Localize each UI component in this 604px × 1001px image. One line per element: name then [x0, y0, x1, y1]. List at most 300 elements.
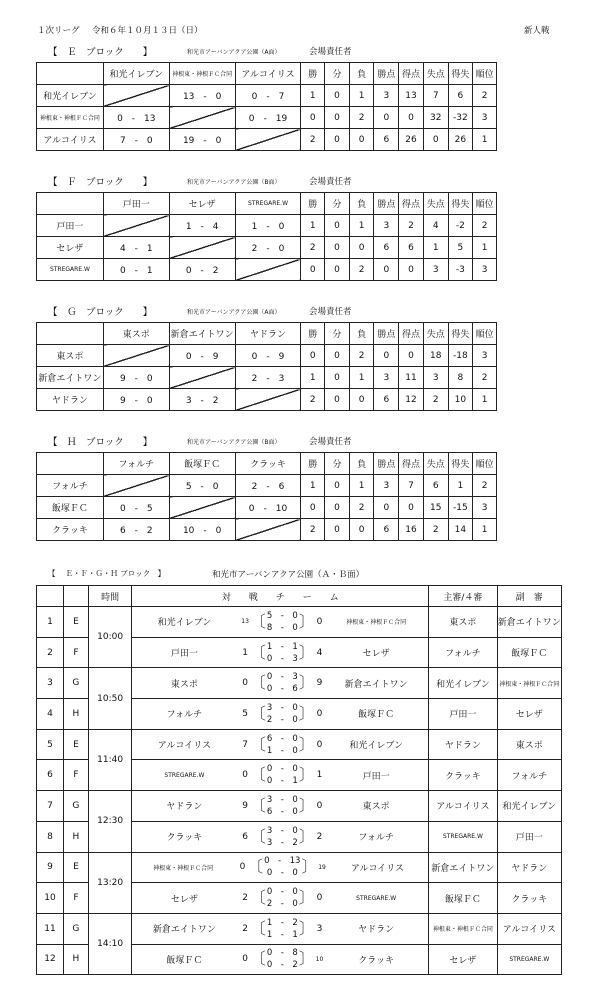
team-name: ヤドラン: [37, 389, 104, 411]
match-block: H: [63, 944, 88, 975]
result-cell: 2 - 3: [235, 367, 301, 389]
referee: 新倉エイトワン: [429, 852, 497, 883]
self-match-cell: [103, 345, 169, 367]
home-team: アルコイリス: [157, 741, 211, 752]
stat-cell: 2: [349, 259, 374, 281]
stat-cell: 1: [349, 367, 374, 389]
stat-cell: 10: [448, 389, 473, 411]
match-time: 10:00: [88, 607, 132, 668]
half-scores: [266, 947, 299, 971]
match-number: 9: [37, 852, 64, 883]
opponent-header: 戸田一: [103, 193, 169, 215]
time-header: 時間: [88, 586, 132, 607]
stat-header: 順位: [473, 63, 497, 85]
home-team: 戸田一: [170, 649, 198, 660]
opponent-header: フォルチ: [103, 453, 169, 475]
stat-cell: 0: [399, 259, 424, 281]
second-half-score: 2 - 0: [266, 899, 298, 910]
stat-header: 順位: [473, 453, 497, 475]
away-score: 1: [316, 770, 323, 781]
team-name: アルコイリス: [37, 129, 104, 151]
stat-header: 負: [349, 63, 374, 85]
stat-cell: 1: [301, 215, 325, 237]
self-match-cell: [235, 129, 301, 151]
stat-cell: 1: [448, 475, 473, 497]
match-block: F: [63, 883, 88, 914]
stat-cell: 2: [473, 367, 497, 389]
bracket-left: 〔: [249, 642, 266, 662]
away-team: クラッキ: [358, 955, 395, 966]
bracket-right: 〕: [298, 795, 315, 815]
second-half-score: 0 - 0: [266, 868, 298, 879]
stat-cell: 0: [301, 107, 325, 129]
match-cell: [132, 637, 429, 668]
home-score: 2: [242, 923, 248, 934]
stat-cell: -3: [448, 259, 473, 281]
stat-cell: 0: [301, 345, 325, 367]
stat-header: 得失: [448, 63, 473, 85]
home-team: フォルチ: [166, 710, 203, 721]
away-score: 19: [318, 863, 326, 871]
bracket-right: 〕: [298, 642, 315, 662]
assistant-referee: 神根東・神根ＦＣ合同: [497, 668, 561, 699]
stat-header: 得点: [399, 193, 424, 215]
stat-header: 勝: [301, 323, 325, 345]
assistant-referee: フォルチ: [497, 760, 561, 791]
half-scores: [266, 917, 299, 941]
second-half-score: 0 - 6: [266, 684, 298, 695]
result-cell: 0 - 1: [103, 259, 169, 281]
stat-header: 分: [325, 453, 350, 475]
stat-header: 分: [325, 193, 350, 215]
stat-cell: 0: [349, 129, 374, 151]
stat-header: 勝: [301, 193, 325, 215]
self-match-cell: [103, 215, 169, 237]
stat-cell: 6: [423, 475, 448, 497]
block-venue: 和光市アーバンアクア公園（B面）: [187, 179, 281, 186]
match-row: [37, 913, 562, 944]
away-score: 9: [316, 678, 323, 689]
stat-cell: 2: [301, 237, 325, 259]
self-match-cell: [169, 367, 235, 389]
stat-cell: 0: [325, 85, 350, 107]
assistant-referee: STREGARE.W: [497, 944, 561, 975]
home-score: 9: [242, 800, 248, 811]
away-team: 和光イレブン: [349, 741, 403, 752]
half-scores: [266, 794, 299, 818]
stat-cell: 0: [301, 259, 325, 281]
stat-cell: 3: [423, 259, 448, 281]
match-block: E: [63, 729, 88, 760]
match-cell: [132, 883, 429, 914]
stat-header: 得失: [448, 323, 473, 345]
opponent-header: 飯塚ＦＣ: [169, 453, 235, 475]
bracket-left: 〔: [249, 826, 266, 846]
bracket-right: 〕: [298, 611, 315, 631]
home-team: クラッキ: [166, 833, 203, 844]
stat-cell: 1: [301, 367, 325, 389]
stat-cell: 2: [423, 519, 448, 541]
stat-cell: 0: [349, 237, 374, 259]
opponent-header: セレザ: [169, 193, 235, 215]
stat-header: 得失: [448, 193, 473, 215]
first-half-score: 1 - 2: [266, 917, 298, 928]
result-cell: 19 - 0: [169, 129, 235, 151]
stat-cell: 2: [473, 215, 497, 237]
bracket-right: 〕: [298, 888, 315, 908]
result-cell: 6 - 2: [103, 519, 169, 541]
first-half-score: 0 - 0: [266, 764, 298, 775]
stat-cell: 0: [325, 129, 350, 151]
stat-cell: 0: [325, 389, 350, 411]
match-number: 3: [37, 668, 64, 699]
result-cell: 4 - 1: [103, 237, 169, 259]
first-half-score: 3 - 0: [266, 794, 298, 805]
first-half-score: 0 - 8: [266, 948, 298, 959]
stat-cell: 3: [473, 259, 497, 281]
referee: フォルチ: [429, 637, 497, 668]
first-half-score: 6 - 0: [266, 733, 298, 744]
result-cell: 1 - 4: [169, 215, 235, 237]
stat-cell: 2: [399, 215, 424, 237]
corner-cell: [37, 63, 104, 85]
corner-cell: [37, 323, 104, 345]
team-name: 神根東・神根ＦＣ合同: [37, 107, 104, 129]
block-standings-table: [36, 62, 497, 151]
stat-cell: 0: [399, 345, 424, 367]
away-score: 3: [316, 923, 323, 934]
match-row: [37, 791, 562, 822]
match-time: 13:20: [88, 852, 132, 913]
stat-cell: 4: [423, 215, 448, 237]
home-score: 0: [239, 862, 246, 873]
bracket-left: 〔: [249, 703, 266, 723]
no-header: [37, 586, 64, 607]
result-cell: 0 - 9: [169, 345, 235, 367]
result-cell: 0 - 5: [103, 497, 169, 519]
stat-cell: 5: [448, 237, 473, 259]
stat-cell: 0: [399, 107, 424, 129]
stat-cell: -18: [448, 345, 473, 367]
stat-cell: 3: [374, 475, 399, 497]
match-block: E: [63, 852, 88, 883]
assistant-referee: ヤドラン: [497, 852, 561, 883]
stat-header: 失点: [423, 453, 448, 475]
referee: 戸田一: [429, 699, 497, 730]
block-responsible: 会場責任者: [309, 307, 352, 317]
stat-cell: 7: [423, 85, 448, 107]
home-team: STREGARE.W: [164, 771, 205, 779]
result-cell: 2 - 0: [235, 237, 301, 259]
stat-cell: 0: [325, 519, 350, 541]
match-cell: [132, 729, 429, 760]
block-header: [63, 586, 88, 607]
result-cell: 0 - 2: [169, 259, 235, 281]
team-name: 東スポ: [37, 345, 104, 367]
stat-cell: 18: [423, 345, 448, 367]
match-number: 7: [37, 791, 64, 822]
bracket-right: 〕: [298, 826, 315, 846]
stat-header: 負: [349, 453, 374, 475]
block-responsible: 会場責任者: [309, 177, 352, 187]
result-cell: 1 - 0: [235, 215, 301, 237]
stat-cell: 6: [374, 519, 399, 541]
stat-header: 順位: [473, 193, 497, 215]
match-cell: [132, 760, 429, 791]
away-score: 2: [316, 831, 323, 842]
block-title: 【 Ｅ ブロック 】: [48, 47, 153, 58]
stat-cell: -2: [448, 215, 473, 237]
stat-header: 順位: [473, 323, 497, 345]
team-name: フォルチ: [37, 475, 104, 497]
stat-header: 得点: [399, 453, 424, 475]
stat-cell: 14: [448, 519, 473, 541]
stat-cell: -32: [448, 107, 473, 129]
match-cell: [132, 821, 429, 852]
result-cell: 9 - 0: [103, 389, 169, 411]
stat-header: 得失: [448, 453, 473, 475]
stat-cell: 0: [325, 107, 350, 129]
stat-cell: 1: [473, 389, 497, 411]
opponent-header: クラッキ: [235, 453, 301, 475]
result-cell: 0 - 19: [235, 107, 301, 129]
away-score: 10: [315, 955, 324, 963]
second-half-score: 3 - 2: [266, 837, 298, 848]
stat-cell: 2: [349, 345, 374, 367]
away-score: 0: [316, 616, 323, 627]
match-time: 12:30: [88, 791, 132, 852]
block-standings-table: [36, 192, 497, 281]
stat-cell: 15: [423, 497, 448, 519]
schedule-title: 【 Ｅ・Ｆ・Ｇ・Ｈ ブロック 】: [48, 569, 166, 578]
stat-header: 勝: [301, 453, 325, 475]
away-team: 東スポ: [362, 802, 390, 813]
stat-cell: 0: [374, 345, 399, 367]
away-score: 0: [316, 739, 323, 750]
assistant-referee: クラッキ: [497, 883, 561, 914]
stat-cell: 3: [423, 367, 448, 389]
opponent-header: 新倉エイトワン: [169, 323, 235, 345]
schedule-table: [36, 585, 562, 975]
referee: 飯塚ＦＣ: [429, 883, 497, 914]
match-cell: [132, 607, 429, 638]
away-team: 戸田一: [362, 771, 390, 782]
block-title: 【 Ｇ ブロック 】: [48, 307, 153, 318]
half-scores: [266, 733, 299, 757]
referee: 神根東・神根ＦＣ合同: [429, 913, 497, 944]
half-scores: [266, 763, 299, 787]
opponent-header: STREGARE.W: [235, 193, 301, 215]
match-block: G: [63, 913, 88, 944]
stat-header: 分: [325, 63, 350, 85]
team-name: セレザ: [37, 237, 104, 259]
bracket-right: 〕: [298, 918, 315, 938]
assistant-referee: 新倉エイトワン: [497, 607, 561, 638]
match-number: 4: [37, 699, 64, 730]
stat-cell: 8: [448, 367, 473, 389]
half-scores: [266, 671, 299, 695]
bracket-right: 〕: [298, 734, 315, 754]
match-block: H: [63, 821, 88, 852]
stat-cell: 3: [374, 85, 399, 107]
match-time: 14:10: [88, 913, 132, 974]
bracket-left: 〔: [249, 949, 266, 969]
away-team: セレザ: [362, 649, 390, 660]
match-number: 8: [37, 821, 64, 852]
referee: セレザ: [429, 944, 497, 975]
stat-cell: 6: [448, 85, 473, 107]
result-cell: 7 - 0: [103, 129, 169, 151]
match-block: H: [63, 699, 88, 730]
assistant-referee: 戸田一: [497, 821, 561, 852]
block-venue: 和光市アーバンアクア公園（A面）: [187, 309, 281, 316]
self-match-cell: [235, 519, 301, 541]
stat-cell: 0: [301, 497, 325, 519]
away-team: STREGARE.W: [356, 894, 397, 902]
corner-cell: [37, 453, 104, 475]
block-venue: 和光市アーバンアクア公園（A面）: [187, 49, 281, 56]
stat-header: 分: [325, 323, 350, 345]
team-name: 新倉エイトワン: [37, 367, 104, 389]
home-score: 6: [242, 831, 248, 842]
stat-cell: 1: [349, 475, 374, 497]
stat-header: 勝点: [374, 453, 399, 475]
block-title: 【 Ｈ ブロック 】: [48, 437, 153, 448]
bracket-right: 〕: [298, 765, 315, 785]
bracket-left: 〔: [249, 888, 266, 908]
stat-header: 失点: [423, 323, 448, 345]
team-name: 戸田一: [37, 215, 104, 237]
opponent-header: 東スポ: [103, 323, 169, 345]
match-cell: [132, 668, 429, 699]
match-time: 11:40: [88, 729, 132, 790]
second-half-score: 0 - 1: [266, 776, 298, 787]
block-title: 【 Ｆ ブロック 】: [48, 177, 153, 188]
stat-cell: 0: [374, 107, 399, 129]
stat-cell: 1: [473, 237, 497, 259]
result-cell: 0 - 13: [103, 107, 169, 129]
away-score: 0: [316, 800, 323, 811]
opponent-header: ヤドラン: [235, 323, 301, 345]
assistant-header: 副 審: [497, 586, 561, 607]
first-half-score: 0 - 0: [266, 887, 298, 898]
match-block: F: [63, 637, 88, 668]
match-cell: [132, 852, 429, 883]
stat-header: 負: [349, 323, 374, 345]
away-team: 新倉エイトワン: [344, 679, 408, 690]
stat-cell: 12: [399, 389, 424, 411]
stat-cell: 0: [325, 237, 350, 259]
first-half-score: 0 - 3: [266, 672, 298, 683]
bracket-left: 〔: [249, 734, 266, 754]
match-number: 12: [37, 944, 64, 975]
stat-cell: 2: [349, 107, 374, 129]
match-block: E: [63, 607, 88, 638]
home-score: 1: [242, 647, 248, 658]
bracket-left: 〔: [249, 765, 266, 785]
result-cell: 3 - 2: [169, 389, 235, 411]
stat-cell: 32: [423, 107, 448, 129]
stat-cell: 1: [349, 215, 374, 237]
result-cell: 2 - 6: [235, 475, 301, 497]
opponent-header: 和光イレブン: [103, 63, 169, 85]
bracket-left: 〔: [249, 611, 266, 631]
self-match-cell: [235, 389, 301, 411]
self-match-cell: [235, 259, 301, 281]
stat-cell: 0: [349, 519, 374, 541]
stat-cell: 7: [399, 475, 424, 497]
second-half-score: 8 - 0: [266, 622, 298, 633]
team-name: クラッキ: [37, 519, 104, 541]
self-match-cell: [169, 107, 235, 129]
half-scores: [263, 855, 301, 879]
match-cell: [132, 699, 429, 730]
bracket-left: 〔: [249, 795, 266, 815]
match-number: 1: [37, 607, 64, 638]
stat-cell: 2: [473, 85, 497, 107]
stat-cell: 3: [374, 367, 399, 389]
home-team: 新倉エイトワン: [152, 925, 216, 936]
result-cell: 5 - 0: [169, 475, 235, 497]
first-half-score: 3 - 0: [266, 825, 298, 836]
stat-cell: 26: [448, 129, 473, 151]
second-half-score: 0 - 2: [266, 960, 298, 971]
category-label: 新人戦: [524, 26, 550, 36]
home-team: セレザ: [170, 894, 198, 905]
stat-cell: 3: [473, 345, 497, 367]
block-responsible: 会場責任者: [309, 437, 352, 447]
stat-cell: 0: [399, 497, 424, 519]
opponent-header: アルコイリス: [235, 63, 301, 85]
stat-cell: 3: [374, 215, 399, 237]
referee-header: 主審/４審: [429, 586, 497, 607]
stat-cell: 1: [473, 129, 497, 151]
stat-header: 失点: [423, 193, 448, 215]
away-team: フォルチ: [358, 833, 394, 844]
stat-cell: 6: [374, 389, 399, 411]
stat-header: 得点: [399, 63, 424, 85]
match-row: [37, 852, 562, 883]
stat-cell: 1: [473, 519, 497, 541]
match-header: 対 戦 チ ー ム: [132, 586, 429, 607]
self-match-cell: [169, 497, 235, 519]
first-half-score: 0 - 13: [264, 856, 301, 867]
home-team: 神根東・神根ＦＣ合同: [153, 864, 214, 872]
half-scores: [266, 886, 299, 910]
match-cell: [132, 944, 429, 975]
match-cell: [132, 791, 429, 822]
stat-cell: 2: [301, 389, 325, 411]
match-row: [37, 729, 562, 760]
schedule-venue: 和光市アーバンアクア公園（Ａ・Ｂ面）: [212, 570, 365, 580]
home-score: 0: [242, 954, 248, 965]
bracket-left: 〔: [247, 857, 264, 877]
team-name: 和光イレブン: [37, 85, 104, 107]
self-match-cell: [169, 237, 235, 259]
second-half-score: 1 - 1: [266, 929, 298, 940]
result-cell: 0 - 9: [235, 345, 301, 367]
stat-cell: 6: [374, 237, 399, 259]
corner-cell: [37, 193, 104, 215]
stat-cell: 16: [399, 519, 424, 541]
block-standings-table: [36, 322, 497, 411]
stat-cell: 1: [301, 85, 325, 107]
second-half-score: 6 - 0: [266, 806, 298, 817]
stat-header: 勝点: [374, 63, 399, 85]
home-score: 0: [242, 678, 248, 689]
referee: 東スポ: [429, 607, 497, 638]
half-scores: [266, 702, 299, 726]
